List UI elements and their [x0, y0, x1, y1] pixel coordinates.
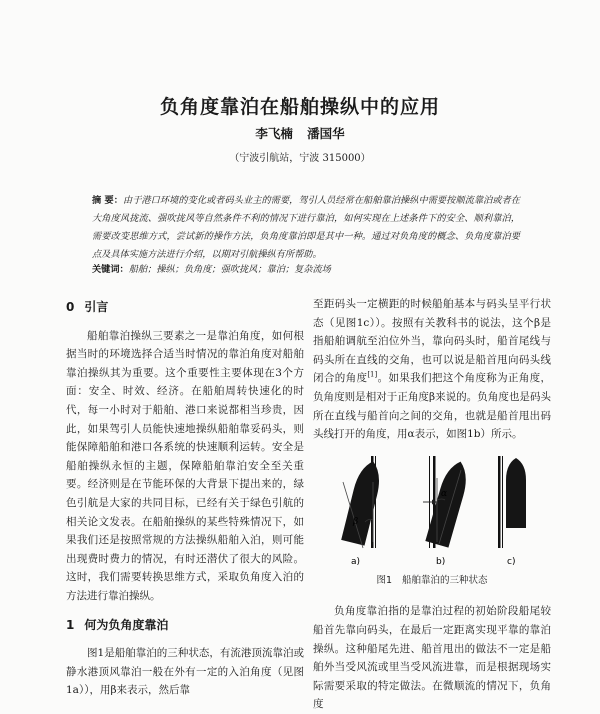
- quay-line-c: [498, 456, 501, 548]
- section-number: 1: [66, 617, 75, 632]
- paragraph-intro: 船舶靠泊操纵三要素之一是靠泊角度，如何根据当时的环境选择合适当时情况的靠泊角度对船舶靠泊操纵其为重要。这个重要性主要体现在3个方面：安全、时效、经济。在船舶周转快速化的时代，每一小时对于船舶、港口来说都相当珍贵，因此，如果驾引人员能快速地操纵船舶靠妥码头，则能保障船舶和港口各系统的快速顺利运转。安全是船舶操纵永恒的主题，保障船舶靠泊安全至关重要。经济则是在节能环保的大背景下提出来的，绿色引航是大家的共同目标，已经有关于绿色引航的相关论文发表。在船舶操纵的某些特殊情况下，如果我们还是按照常规的方法操纵船舶入泊，则可能出现费时费力的情况，有时还潜伏了很大的风险。这时，我们需要转换思维方式，采取负角度入泊的方法进行靠泊操纵。: [66, 329, 304, 602]
- panel-c-label: c): [507, 556, 516, 567]
- section-number: 0: [66, 300, 75, 314]
- section-title: 引言: [84, 300, 109, 314]
- abstract: [92, 192, 520, 264]
- panel-b: [423, 456, 472, 567]
- keywords-label: 关键词：: [92, 264, 129, 275]
- keywords-text: 船舶；操纵；负角度；强吹拢风；靠泊；复杂流场: [128, 264, 331, 275]
- panel-b-label: b): [436, 556, 446, 567]
- paper-affiliation: （宁波引航站，宁波 315000）: [229, 153, 371, 164]
- abstract-text: 由于港口环境的变化或者码头业主的需要，驾引人员经常在船舶靠泊操纵中需要按顺流靠泊或者在大角度风拢流、强吹拢风等自然条件不利的情况下进行靠泊，如何实现在上述条件下的安全、顺利靠泊，需要改变思维方式，尝试新的操作方法，负角度靠泊即是其中一种。通过对负角度的概念、负角度靠泊要点及具体实施方法进行介绍，以期对引航操纵有所帮助。: [92, 195, 520, 260]
- paragraph-angle-definition: [313, 295, 551, 444]
- left-column: [66, 292, 304, 700]
- figure-caption-text: 船舶靠泊的三种状态: [402, 574, 488, 586]
- figure-1-drawing: [313, 452, 551, 568]
- section-heading-0: [66, 298, 304, 317]
- ship-a: [341, 458, 385, 545]
- beta-label: β: [353, 516, 359, 527]
- ship-c: [506, 458, 526, 528]
- paragraph-negative-angle: 负角度靠泊指的是靠泊过程的初始阶段船尾较船首先靠向码头，在最后一定距离实现平靠的靠泊操纵。这种船尾先进、船首甩出的做法不一定是船舶外当受风流或里当受风流进靠，而是根据现场实际需要采取的特定做法。在微顺流的情况下，负角度: [313, 605, 551, 711]
- section-title: 何为负角度靠泊: [84, 617, 169, 632]
- panel-a-label: a): [351, 556, 361, 567]
- figure-1: [313, 452, 551, 568]
- section-heading-1: [66, 616, 304, 635]
- right-column: [313, 295, 551, 714]
- quay-line-c-inner: [502, 456, 503, 548]
- alpha-label: α: [441, 488, 448, 499]
- paper-title: 负角度靠泊在船舶操纵中的应用: [159, 96, 440, 118]
- panel-c: [498, 456, 526, 567]
- abstract-label: 摘 要：: [92, 195, 123, 206]
- panel-a: [341, 456, 385, 567]
- keywords: [92, 262, 520, 278]
- paragraph-figure-intro: 图1是船舶靠泊的三种状态，有流港顶流靠泊或静水港顶风靠泊一般在外有一定的入泊角度（见图1a）），用β来表示，然后靠: [66, 647, 304, 697]
- paragraph-text: 至距码头一定横距的时候船舶基本与码头呈平行状态（见图1c））。按照有关教科书的说法，这个β是指船舶调航至泊位外当，靠向码头时，船首尾线与码头所在直线的交角，也可以说是船首甩向码头线闭合的角度: [313, 298, 551, 385]
- figure-caption: [313, 572, 551, 591]
- paragraph-text-cont: 。如果我们把这个角度称为正角度，负角度则是相对于正角度β来说的。负角度也是码头所在直线与船首向之间的交角，也就是船首甩出码头线打开的角度，用α表示，如图1b）所示。: [313, 372, 552, 441]
- citation-ref: [1]: [367, 370, 378, 379]
- figure-number: 图1: [376, 574, 393, 586]
- paper-authors: 李飞楠 潘国华: [255, 126, 345, 141]
